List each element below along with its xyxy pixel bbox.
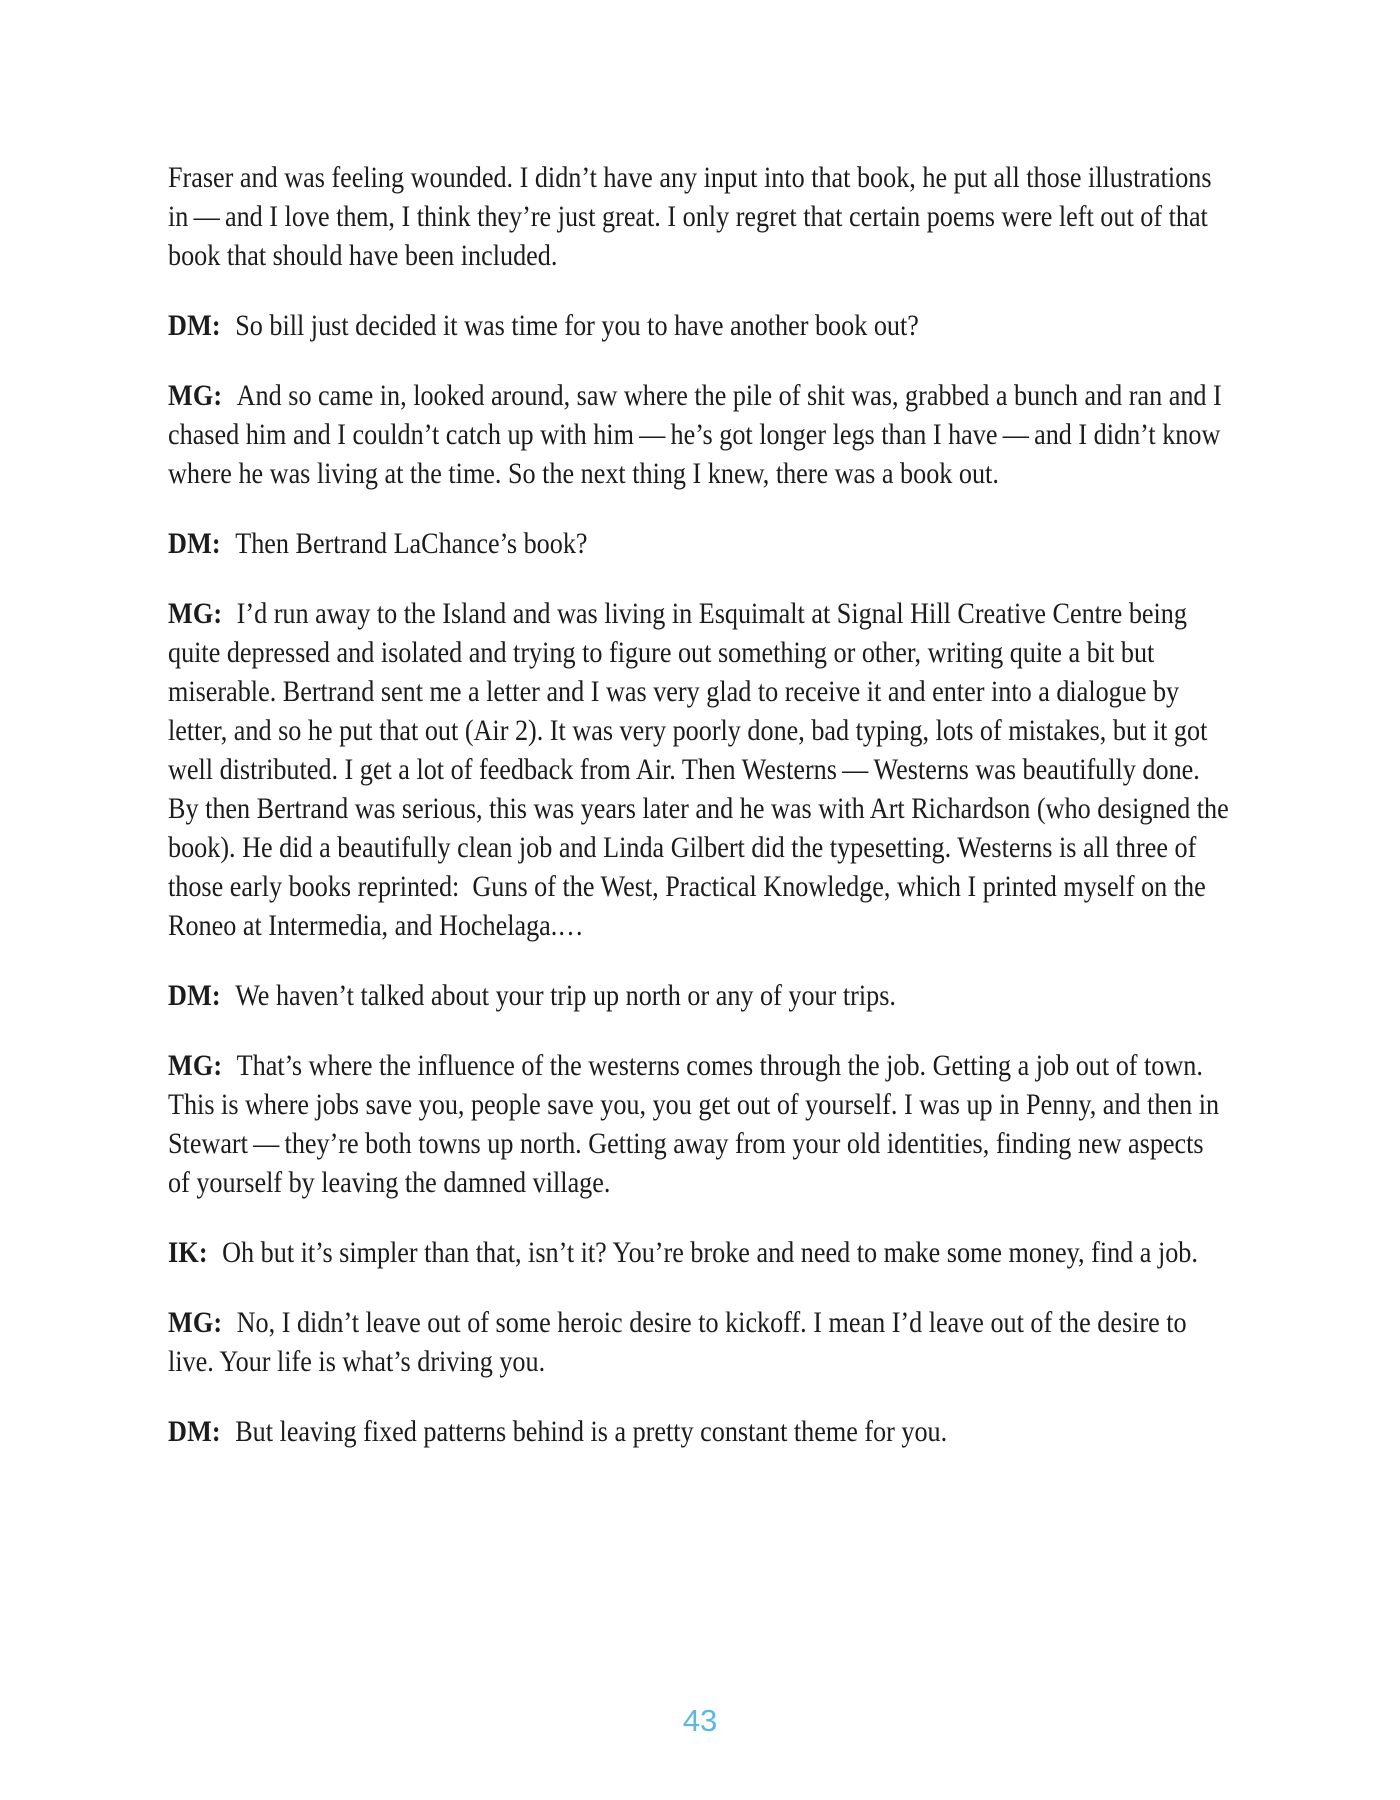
- paragraph: [168, 1412, 1230, 1451]
- paragraph: [168, 976, 1230, 1015]
- interview-text: [168, 158, 1230, 1451]
- paragraph-text: Oh but it’s simpler than that, isn’t it? You’re broke and need to make some money, find a job.: [222, 1236, 1198, 1269]
- speaker-label: MG:: [168, 1049, 223, 1082]
- paragraph: [168, 594, 1230, 945]
- paragraph: [168, 524, 1230, 563]
- paragraph-text: And so came in, looked around, saw where the pile of shit was, grabbed a bunch and ran and I chased him and I couldn’t catch up with him — he’s got longer legs than I have — and I didn’t know where he was living at the time. So the next thing I knew, there was a book out.: [168, 379, 1222, 490]
- speaker-label: MG:: [168, 379, 223, 412]
- speaker-label: MG:: [168, 597, 223, 630]
- speaker-label: DM:: [168, 979, 221, 1012]
- paragraph: [168, 1303, 1230, 1381]
- speaker-label: MG:: [168, 1306, 223, 1339]
- paragraph: [168, 1046, 1230, 1202]
- paragraph-text: But leaving fixed patterns behind is a pretty constant theme for you.: [235, 1415, 948, 1448]
- paragraph: [168, 1233, 1230, 1272]
- paragraph-text: I’d run away to the Island and was living in Esquimalt at Signal Hill Creative Centre being quite depressed and isolated and trying to figure out something or other, writing quite a bit but miserable. Bertrand sent me a letter and I was very glad to receive it and enter into a dialogue by letter, and so he put that out (Air 2). It was very poorly done, bad typing, lots of mistakes, but it got well distributed. I get a lot of feedback from Air. Then Westerns — Westerns was beautifully done. By then Bertrand was serious, this was years later and he was with Art Richardson (who designed the book). He did a beautifully clean job and Linda Gilbert did the typesetting. Westerns is all three of those early books reprinted: Guns of the West, Practical Knowledge, which I printed myself on the Roneo at Intermedia, and Hochelaga.…: [168, 597, 1229, 942]
- page-number: 43: [682, 1703, 718, 1738]
- speaker-label: DM:: [168, 527, 221, 560]
- paragraph: [168, 158, 1230, 275]
- paragraph: [168, 306, 1230, 345]
- paragraph-text: We haven’t talked about your trip up north or any of your trips.: [235, 979, 896, 1012]
- paragraph-text: That’s where the influence of the westerns comes through the job. Getting a job out of town. This is where jobs save you, people save you, you get out of yourself. I was up in Penny, and then in Stewart — they’re both towns up north. Getting away from your old identities, finding new aspects of yourself by leaving the damned village.: [168, 1049, 1220, 1199]
- speaker-label: IK:: [168, 1236, 208, 1269]
- paragraph-text: Then Bertrand LaChance’s book?: [235, 527, 588, 560]
- paragraph: [168, 376, 1230, 493]
- speaker-label: DM:: [168, 309, 221, 342]
- speaker-label: DM:: [168, 1415, 221, 1448]
- paragraph-text: Fraser and was feeling wounded. I didn’t have any input into that book, he put all those illustrations in — and I love them, I think they’re just great. I only regret that certain poems were left out of that book that should have been included.: [168, 161, 1212, 272]
- paragraph-text: No, I didn’t leave out of some heroic desire to kickoff. I mean I’d leave out of the desire to live. Your life is what’s driving you.: [168, 1306, 1187, 1378]
- paragraph-text: So bill just decided it was time for you to have another book out?: [235, 309, 919, 342]
